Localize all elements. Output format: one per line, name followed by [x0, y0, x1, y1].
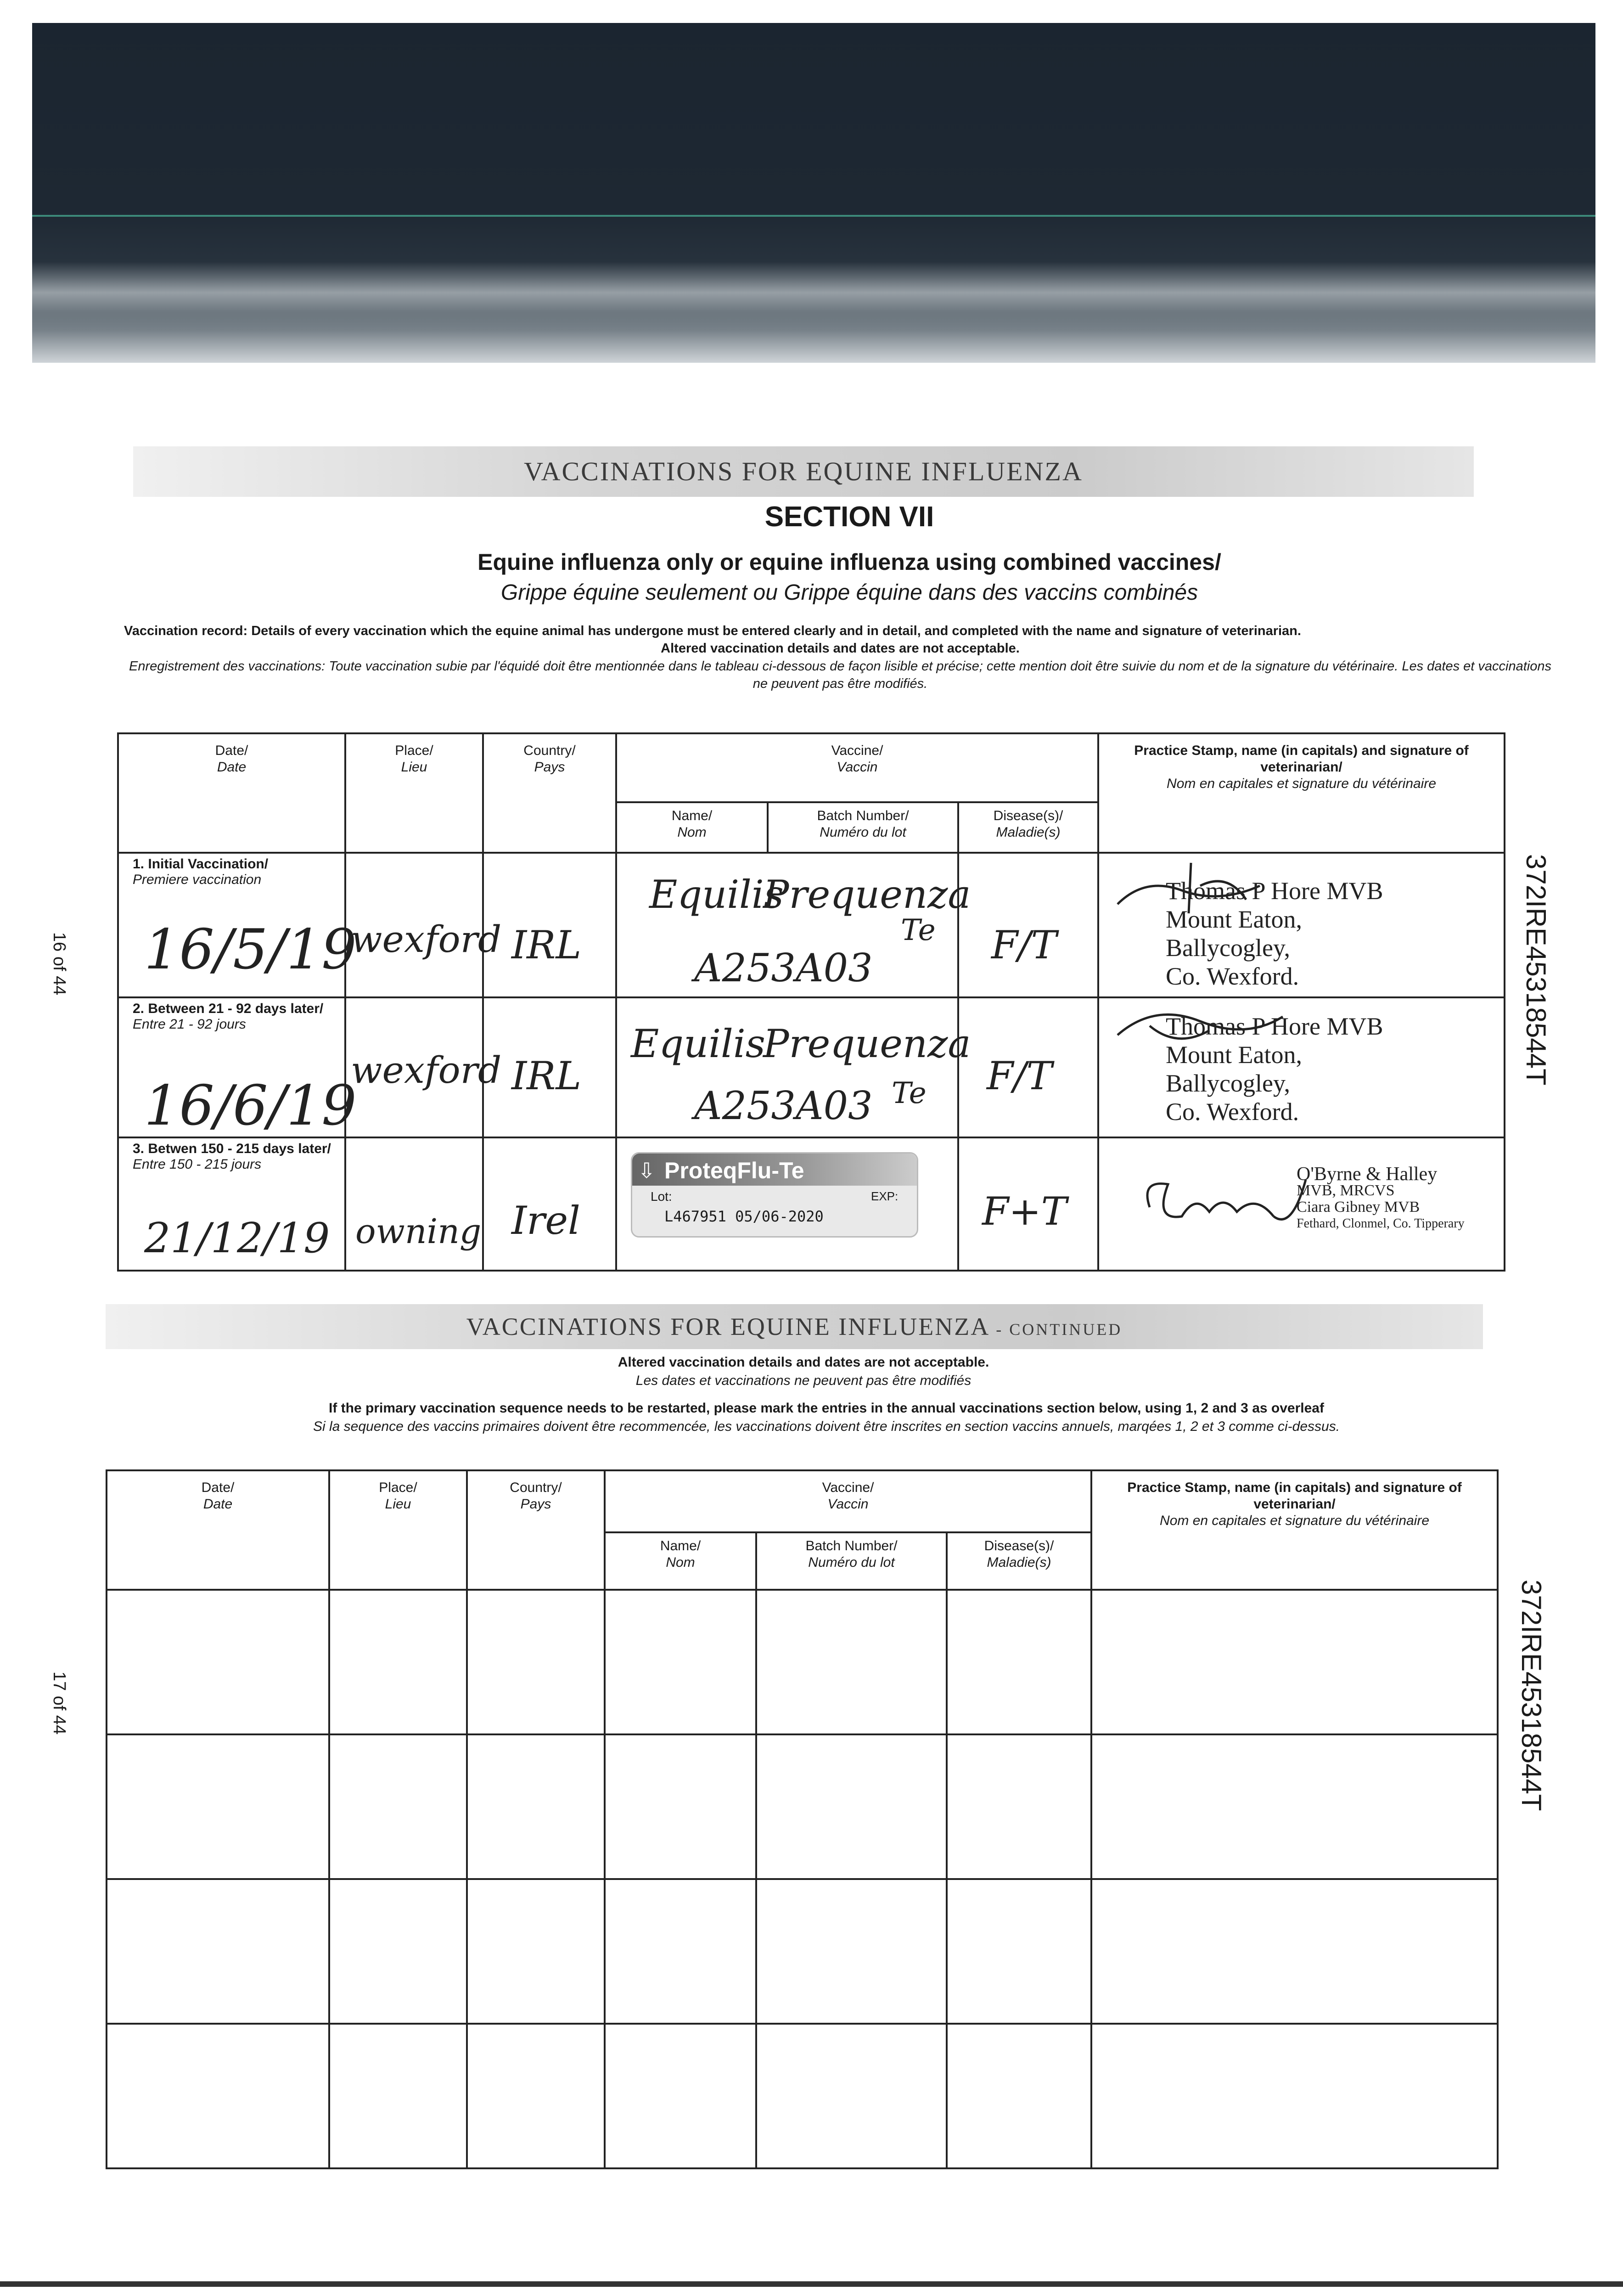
label-exp-caption: EXP: — [871, 1189, 899, 1203]
altered-notice-fr: Les dates et vaccinations ne peuvent pas être modifiés — [635, 1373, 972, 1388]
stamp-line: Co. Wexford. — [1166, 1098, 1299, 1125]
signature-scribble — [1136, 1166, 1310, 1235]
header-date-en: Date/ — [215, 743, 248, 758]
restart-notice-fr: Si la sequence des vaccins primaires doivent être recommencée, les vaccinations doivent être inscrites en section vaccins annuels, marqées 1, 2 et 3 comme ci-dessus. — [313, 1419, 1340, 1434]
disease-cell[interactable] — [947, 1590, 1091, 1734]
header-disease-en: Disease(s)/ — [984, 1538, 1054, 1553]
handwritten-disease: F/T — [987, 1053, 1052, 1098]
stage-label-fr: Entre 21 - 92 jours — [133, 1017, 246, 1032]
handwritten-country: IRL — [511, 1053, 582, 1098]
header-country-en: Country/ — [510, 1480, 562, 1495]
banner-title: VACCINATIONS FOR EQUINE INFLUENZA — [466, 1313, 990, 1340]
header-vaccine — [605, 1470, 1091, 1532]
header-stamp-en: Practice Stamp, name (in capitals) and signature of veterinarian/ — [1134, 743, 1469, 775]
label-brand: ProteqFlu-Te — [664, 1158, 804, 1183]
header-vaccine-name — [605, 1532, 756, 1590]
practice-stamp-cell[interactable] — [1091, 1879, 1498, 2024]
passport-number-bottom: 372IRE45318544T — [1516, 1580, 1547, 1811]
table-row — [107, 1590, 1498, 1734]
table-row — [107, 1734, 1498, 1879]
handwritten-date: 21/12/19 — [144, 1214, 330, 1262]
header-place-fr: Lieu — [385, 1497, 411, 1512]
country-cell — [483, 1137, 616, 1271]
header-stamp-fr: Nom en capitales et signature du vétérinaire — [1160, 1513, 1430, 1528]
table-row — [107, 1879, 1498, 2024]
place-cell[interactable] — [329, 1879, 467, 2024]
handwritten-place: wexford — [351, 1049, 502, 1092]
header-place-fr: Lieu — [401, 760, 427, 775]
handwritten-date: 16/6/19 — [144, 1074, 357, 1138]
country-cell — [483, 853, 616, 997]
restart-notice-en: If the primary vaccination sequence needs to be restarted, please mark the entries in the annual vaccinations section below, using 1, 2 and 3 as overleaf — [329, 1401, 1324, 1416]
header-batch-number — [756, 1532, 947, 1590]
record-french: Enregistrement des vaccinations: Toute vaccination subie par l'équidé doit être mentionnée dans le tableau ci-dessous de façon lisible et précise; cette mention doit être suivie du nom et de la signature du vétérinaire. Les dates et vaccinations ne peuvent pas être modifiés. — [129, 659, 1551, 691]
vet-stamp — [1297, 1166, 1465, 1232]
disease-cell[interactable] — [947, 1734, 1091, 1879]
header-disease-fr: Maladie(s) — [996, 825, 1061, 840]
altered-notice: Altered vaccination details and dates are not acceptable. — [661, 641, 1020, 656]
stage-label-en: 3. Betwen 150 - 215 days later/ — [133, 1141, 331, 1156]
handwritten-date: 16/5/19 — [144, 918, 357, 982]
handwritten-vaccine-name: Equilis — [631, 1021, 765, 1066]
header-stamp-fr: Nom en capitales et signature du vétérinaire — [1167, 776, 1437, 791]
handwritten-batch-te: Te — [892, 1076, 927, 1110]
practice-stamp-cell[interactable] — [1091, 1590, 1498, 1734]
table-row — [118, 853, 1505, 997]
place-cell — [345, 853, 502, 997]
vaccine-name-cell[interactable] — [605, 1879, 756, 2024]
header-name-en: Name/ — [660, 1538, 701, 1553]
date-cell[interactable] — [107, 1879, 329, 2024]
date-cell — [118, 1137, 345, 1271]
practice-stamp-cell[interactable] — [1091, 2024, 1498, 2168]
vaccine-label-sticker — [631, 1152, 918, 1238]
place-cell — [345, 997, 502, 1137]
place-cell[interactable] — [329, 1734, 467, 1879]
header-name-en: Name/ — [671, 808, 713, 823]
table-row — [118, 997, 1505, 1137]
section-title: SECTION VII — [764, 501, 934, 533]
handwritten-vaccine-name: Equilis — [649, 872, 784, 917]
header-country-fr: Pays — [534, 760, 565, 775]
header-place-en: Place/ — [379, 1480, 417, 1495]
table-row — [118, 1137, 1505, 1271]
vaccine-label-cell — [616, 1137, 958, 1271]
date-cell[interactable] — [107, 1590, 329, 1734]
header-date-fr: Date — [217, 760, 247, 775]
header-place — [329, 1470, 467, 1590]
stage-label — [119, 1138, 344, 1172]
scan-line — [32, 215, 1595, 217]
header-practice-stamp — [1091, 1470, 1498, 1590]
table-row — [107, 2024, 1498, 2168]
scanner-bottom-edge — [0, 2281, 1623, 2287]
country-cell[interactable] — [467, 1879, 605, 2024]
stamp-line: Ciara Gibney MVB — [1297, 1199, 1420, 1216]
country-cell[interactable] — [467, 2024, 605, 2168]
header-batch-number — [768, 802, 958, 853]
stamp-line: MVB, MRCVS — [1297, 1182, 1395, 1199]
syringe-icon: ⇩ — [638, 1159, 656, 1182]
header-date — [107, 1470, 329, 1590]
country-cell[interactable] — [467, 1590, 605, 1734]
scanner-dark-band — [32, 23, 1595, 363]
header-batch-en: Batch Number/ — [805, 1538, 898, 1553]
handwritten-batch-te: Te — [901, 913, 936, 947]
header-place — [345, 733, 483, 853]
header-name-fr: Nom — [677, 825, 707, 840]
header-vaccine-name — [616, 802, 768, 853]
header-country — [483, 733, 616, 853]
date-cell[interactable] — [107, 2024, 329, 2168]
disease-cell — [958, 1137, 1098, 1271]
title-french: Grippe équine seulement ou Grippe équine dans des vaccins combinés — [500, 580, 1198, 605]
vaccination-table-continued — [106, 1469, 1499, 2169]
page-number-bottom: 17 of 44 — [50, 1671, 69, 1735]
place-cell[interactable] — [329, 1590, 467, 1734]
label-lot-caption: Lot: — [651, 1189, 672, 1204]
header-date — [118, 733, 345, 853]
stamp-line: Thomas P Hore MVB — [1166, 1013, 1383, 1040]
stage-label-en: 1. Initial Vaccination/ — [133, 856, 269, 872]
place-cell[interactable] — [329, 2024, 467, 2168]
batch-number-cell[interactable] — [756, 1590, 947, 1734]
header-country-fr: Pays — [520, 1497, 551, 1512]
disease-cell[interactable] — [947, 2024, 1091, 2168]
header-vaccine-en: Vaccine/ — [822, 1480, 874, 1495]
vaccine-name-cell[interactable] — [605, 1734, 756, 1879]
date-cell — [118, 997, 357, 1138]
passport-number-top: 372IRE45318544T — [1521, 854, 1551, 1086]
header-disease-fr: Maladie(s) — [987, 1555, 1051, 1570]
handwritten-batch-code: A253A03 — [694, 1083, 873, 1128]
handwritten-disease: F+T — [982, 1189, 1067, 1234]
header-vaccine-fr: Vaccin — [837, 760, 878, 775]
handwritten-batch-top: Prequenza — [763, 1021, 971, 1066]
handwritten-place: owning — [355, 1212, 482, 1251]
batch-number-cell[interactable] — [756, 1879, 947, 2024]
header-country — [467, 1470, 605, 1590]
record-english: Details of every vaccination which the equine animal has undergone must be entered clearly and in detail, and completed with the name and signature of veterinarian. — [251, 624, 1301, 638]
country-cell[interactable] — [467, 1734, 605, 1879]
vaccination-table-primary — [117, 732, 1505, 1272]
stage-label — [119, 854, 344, 888]
signature-scribble — [1108, 998, 1292, 1053]
stamp-line: Mount Eaton, — [1166, 906, 1303, 933]
handwritten-country: Irel — [511, 1198, 580, 1243]
header-date-en: Date/ — [201, 1480, 235, 1495]
handwritten-country: IRL — [511, 923, 582, 968]
header-practice-stamp — [1098, 733, 1505, 853]
header-disease-en: Disease(s)/ — [993, 808, 1063, 823]
date-cell — [118, 853, 357, 997]
header-country-en: Country/ — [523, 743, 576, 758]
page-number-top: 16 of 44 — [50, 932, 69, 996]
vaccination-record-instructions — [124, 622, 1556, 640]
country-cell — [483, 997, 616, 1137]
handwritten-batch-top: Prequenza — [763, 872, 971, 917]
stamp-line: Thomas P Hore MVB — [1166, 877, 1383, 905]
stage-label-fr: Entre 150 - 215 jours — [133, 1157, 262, 1172]
batch-number-cell[interactable] — [756, 2024, 947, 2168]
header-date-fr: Date — [203, 1497, 233, 1512]
section-banner: VACCINATIONS FOR EQUINE INFLUENZA — [133, 446, 1474, 497]
handwritten-batch-code: A253A03 — [694, 945, 873, 990]
section-banner-continued — [106, 1304, 1483, 1349]
label-lot-value: L467951 05/06-2020 — [664, 1208, 824, 1225]
signature-scribble — [1108, 858, 1292, 923]
handwritten-disease: F/T — [991, 923, 1057, 968]
header-batch-fr: Numéro du lot — [820, 825, 906, 840]
altered-notice-en: Altered vaccination details and dates are not acceptable. — [618, 1355, 989, 1370]
place-cell — [345, 1137, 483, 1271]
header-stamp-en: Practice Stamp, name (in capitals) and signature of veterinarian/ — [1127, 1480, 1462, 1512]
batch-number-cell[interactable] — [756, 1734, 947, 1879]
stamp-line: Co. Wexford. — [1166, 962, 1299, 990]
disease-cell — [958, 853, 1098, 997]
header-vaccine-fr: Vaccin — [827, 1497, 869, 1512]
header-batch-en: Batch Number/ — [817, 808, 909, 823]
date-cell[interactable] — [107, 1734, 329, 1879]
header-vaccine-en: Vaccine/ — [831, 743, 883, 758]
stamp-line: Ballycogley, — [1166, 1069, 1290, 1097]
practice-stamp-cell[interactable] — [1091, 1734, 1498, 1879]
header-name-fr: Nom — [666, 1555, 695, 1570]
stamp-line: O'Byrne & Halley — [1297, 1164, 1438, 1185]
stamp-line: Fethard, Clonmel, Co. Tipperary — [1297, 1216, 1465, 1231]
practice-stamp-cell — [1098, 1137, 1505, 1271]
title-english: Equine influenza only or equine influenza using combined vaccines/ — [477, 549, 1221, 575]
banner-continued: - CONTINUED — [990, 1320, 1123, 1339]
header-disease — [947, 1532, 1091, 1590]
vaccine-name-cell[interactable] — [605, 1590, 756, 1734]
stamp-line: Ballycogley, — [1166, 934, 1290, 962]
vaccine-name-cell[interactable] — [605, 2024, 756, 2168]
header-disease — [958, 802, 1098, 853]
practice-stamp-cell — [1098, 853, 1505, 997]
record-lead: Vaccination record: — [124, 624, 248, 638]
header-place-en: Place/ — [395, 743, 433, 758]
practice-stamp-cell — [1098, 997, 1505, 1137]
stamp-line: Mount Eaton, — [1166, 1041, 1303, 1069]
stage-label-fr: Premiere vaccination — [133, 872, 262, 887]
header-vaccine — [616, 733, 1098, 802]
disease-cell[interactable] — [947, 1879, 1091, 2024]
stage-label-en: 2. Between 21 - 92 days later/ — [133, 1001, 324, 1016]
disease-cell — [958, 997, 1098, 1137]
header-batch-fr: Numéro du lot — [808, 1555, 895, 1570]
page-fold-highlight — [32, 262, 1595, 331]
stage-label — [119, 998, 344, 1032]
handwritten-place: wexford — [351, 918, 502, 961]
